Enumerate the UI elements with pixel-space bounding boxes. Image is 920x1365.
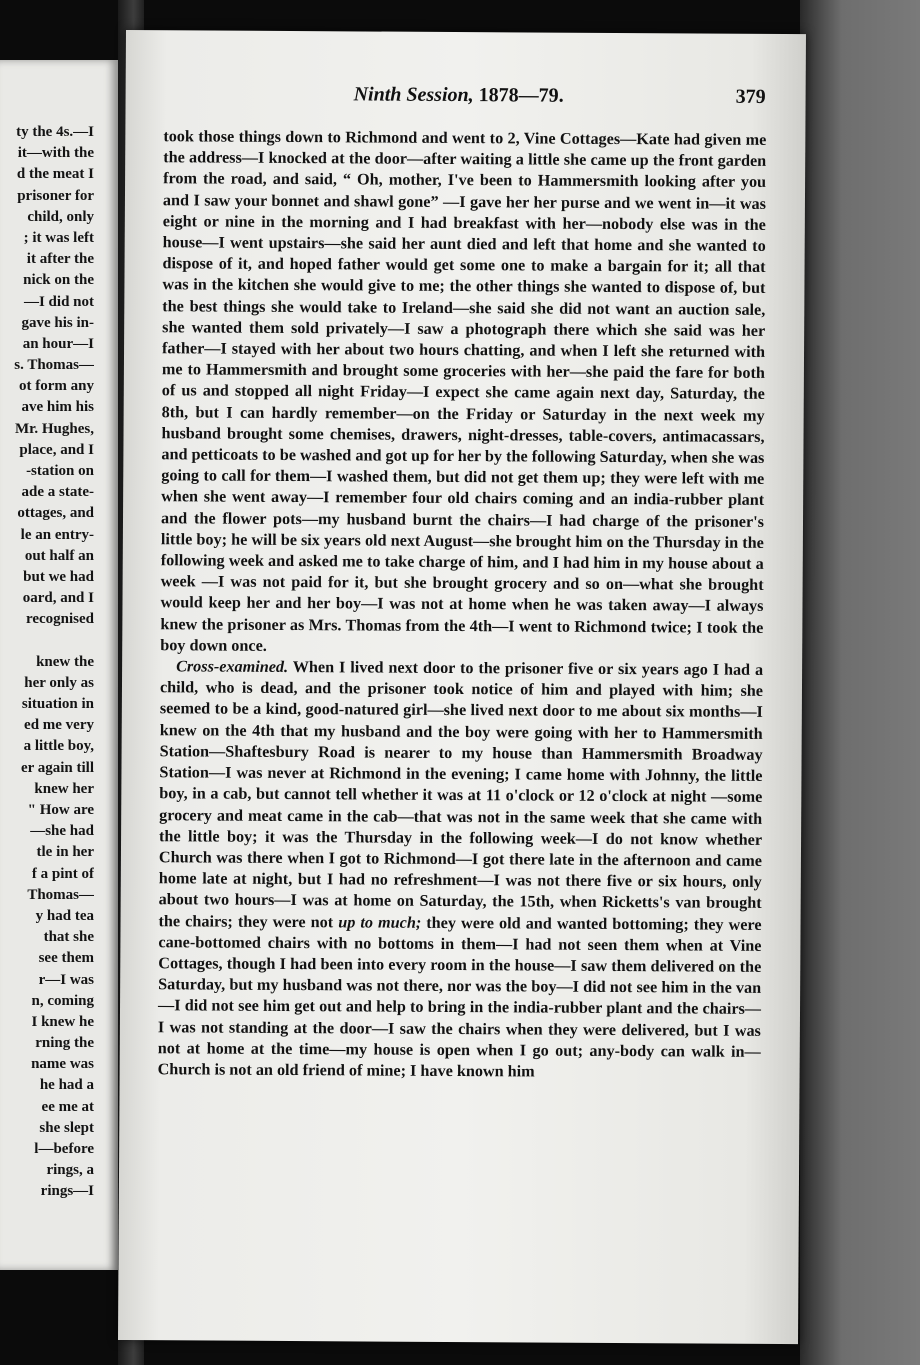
facing-page-line: d the meat I [16, 166, 94, 183]
facing-page-line: gave his in- [21, 314, 94, 331]
facing-page-line: he had a [39, 1077, 94, 1094]
facing-page-line: nick on the [23, 272, 94, 289]
facing-page-line: a little boy, [23, 738, 94, 755]
facing-page-line: I knew he [31, 1013, 94, 1030]
page-header [126, 82, 766, 110]
facing-page-line: ee me at [41, 1098, 94, 1115]
facing-page-line: le an entry- [20, 526, 94, 543]
facing-page-line: situation in [21, 696, 94, 713]
facing-page-line: child, only [27, 208, 94, 225]
facing-page-line: an hour—I [22, 335, 94, 352]
paragraph-cross-examination [158, 656, 764, 1084]
facing-page-line: it after the [26, 251, 94, 268]
facing-page-line: Mr. Hughes, [14, 420, 94, 437]
facing-page-line: it—with the [17, 145, 94, 162]
facing-page-line: rning the [35, 1035, 94, 1052]
facing-page-line: n, coming [31, 992, 94, 1009]
facing-page-line: f a pint of [31, 865, 94, 882]
facing-page-fragment [0, 60, 118, 1270]
facing-page-lines [0, 122, 94, 1203]
facing-page-line: ade a state- [21, 484, 94, 501]
cross-examined-label: Cross-examined. [176, 657, 289, 677]
testimony-text [158, 126, 767, 1084]
facing-page-line: ot form any [19, 378, 94, 395]
facing-page-line: —she had [30, 823, 94, 840]
facing-page-line: l—before [34, 1141, 94, 1157]
facing-page-line: knew the [36, 653, 94, 670]
running-title-session: Ninth Session, [353, 83, 474, 107]
running-title-years: 1878—79. [473, 84, 564, 107]
facing-page-line: Thomas— [27, 886, 94, 903]
book-page [118, 30, 806, 1344]
cross-text-part2: they were old and wanted bottoming; they were cane-bottomed chairs with no bottoms in them—I had not seen them when at Vine Cottages, though I had been into every room in the house—I saw them delivered on the Saturday, but my husband was not there, nor was the boy—I did not see him in the van—I did not see him get out and help to bring in the india-rubber plant and the chairs— I was not standing at the door—I saw the chairs when they were delivered, but I was not at home at the time—my house is open when I go out; any-body can walk in—Church is not an old friend of mine; I have known him [157, 913, 762, 1081]
facing-page-line: " How are [27, 802, 94, 818]
facing-page-line: ty the 4s.—I [16, 124, 94, 140]
facing-page-line: see them [38, 950, 94, 967]
page-number: 379 [735, 85, 766, 108]
facing-page-line: r—I was [38, 971, 94, 988]
facing-page-line: tle in her [36, 844, 94, 861]
facing-page-line: y had tea [35, 907, 94, 924]
facing-page-line: prisoner for [17, 187, 94, 204]
facing-page-line: er again till [20, 759, 94, 776]
facing-page-line: ottages, and [17, 505, 94, 522]
cross-text-part1: When I lived next door to the prisoner five or six years ago I had a child, who is dead, and the prisoner took notice of him and played with him; she seemed to be a kind, good-natured girl—she lived next door to me about six months—I knew on the 4th that my husband and the boy were going with her to Hammersmith Station—Shaftesbury Road is nearer to my house than Hammersmith Broadway Station—I was never at Richmond in the evening; I came home with Johnny, the little boy, in a cab, but cannot tell whether it was at 11 o'clock or 12 o'clock at night —some grocery and meat came in the cab—that was not in the same week that she came with the little boy; it was the Thursday in the following week—I do not know whether Church was there when I got to Richmond—I got there late in the afternoon and came home late at night, but I had no refreshment—I was not there five or six hours, only about two hours—I was at home on Saturday, the 15th, when Ricketts's van brought the chairs; they were not [158, 658, 764, 931]
facing-page-line: s. Thomas— [14, 357, 94, 374]
facing-page-line: —I did not [23, 293, 94, 310]
facing-page-line: -station on [26, 463, 94, 479]
facing-page-line: oard, and I [22, 590, 94, 607]
backdrop [800, 0, 920, 1365]
facing-page-line: rings, a [46, 1162, 94, 1179]
facing-page-line: ed me very [24, 717, 94, 734]
facing-page-line: name was [31, 1056, 94, 1073]
facing-page-line: that she [43, 929, 94, 946]
cross-text-italic: up to much; [338, 912, 422, 932]
facing-page-line: knew her [34, 780, 94, 797]
facing-page-line: ; it was left [23, 229, 94, 246]
facing-page-line: ave him his [21, 399, 94, 416]
facing-page-line: she slept [39, 1119, 94, 1136]
facing-page-line: her only as [24, 674, 94, 691]
facing-page-line: out half an [24, 547, 94, 564]
paragraph-direct-examination: took those things down to Richmond and went to 2, Vine Cottages—Kate had given me the address—I knocked at the door—after waiting a little she came up the front garden from the road, and said, “ Oh, mother, I've been to Hammersmith looking after you and I saw your bonnet and shawl gone” —I gave her her purse and we went in—it was eight or nine in the morning and I had breakfast with her—nobody else was in the house—I went upstairs—she said her aunt died and left that home and she wanted to dispose of it, and hoped father would get some one to make a bargain for it; all that was in the kitchen she would give to me; the other things she wanted to dispose of, but the best things she would take to Ireland—she said she did not want an auction sale, she wanted them sold privately—I saw a photograph there which she said was her father—I stayed with her about two hours chatting, and when I left she returned with me to Hammersmith and brought some groceries with her—she paid the fare for both of us and stopped all night Friday—I expect she came again next day, Saturday, the 8th, but I can hardly remember—on the Friday or Saturday in the next week my husband brought some chemises, drawers, night-dresses, table-covers, antimacassars, and petticoats to be washed and got up for her by the following Saturday, when she was going to call for them—I washed them, but did not get them up; they were left with me when she went away—I remember four old chairs coming and an india-rubber plant and the flower pots—my husband burnt the chairs—I had charge of the prisoner's little boy; he will be six years old next August—she brought him on the Thursday in the following week and asked me to take charge of him, and I had him in my house about a week —I was not paid for it, but she brought grocery and so on—what she brought would keep her and her boy—I was not at home when he was taken away—I always knew the prisoner as Mrs. Thomas from the 4th—I went to Richmond twice; I took the boy down once. [160, 127, 767, 655]
running-title [354, 83, 564, 107]
facing-page-line: place, and I [19, 441, 94, 458]
facing-page-line: but we had [23, 568, 94, 585]
facing-page-line: recognised [25, 611, 94, 628]
facing-page-line: rings—I [40, 1183, 94, 1200]
facing-page-line [0, 631, 94, 652]
